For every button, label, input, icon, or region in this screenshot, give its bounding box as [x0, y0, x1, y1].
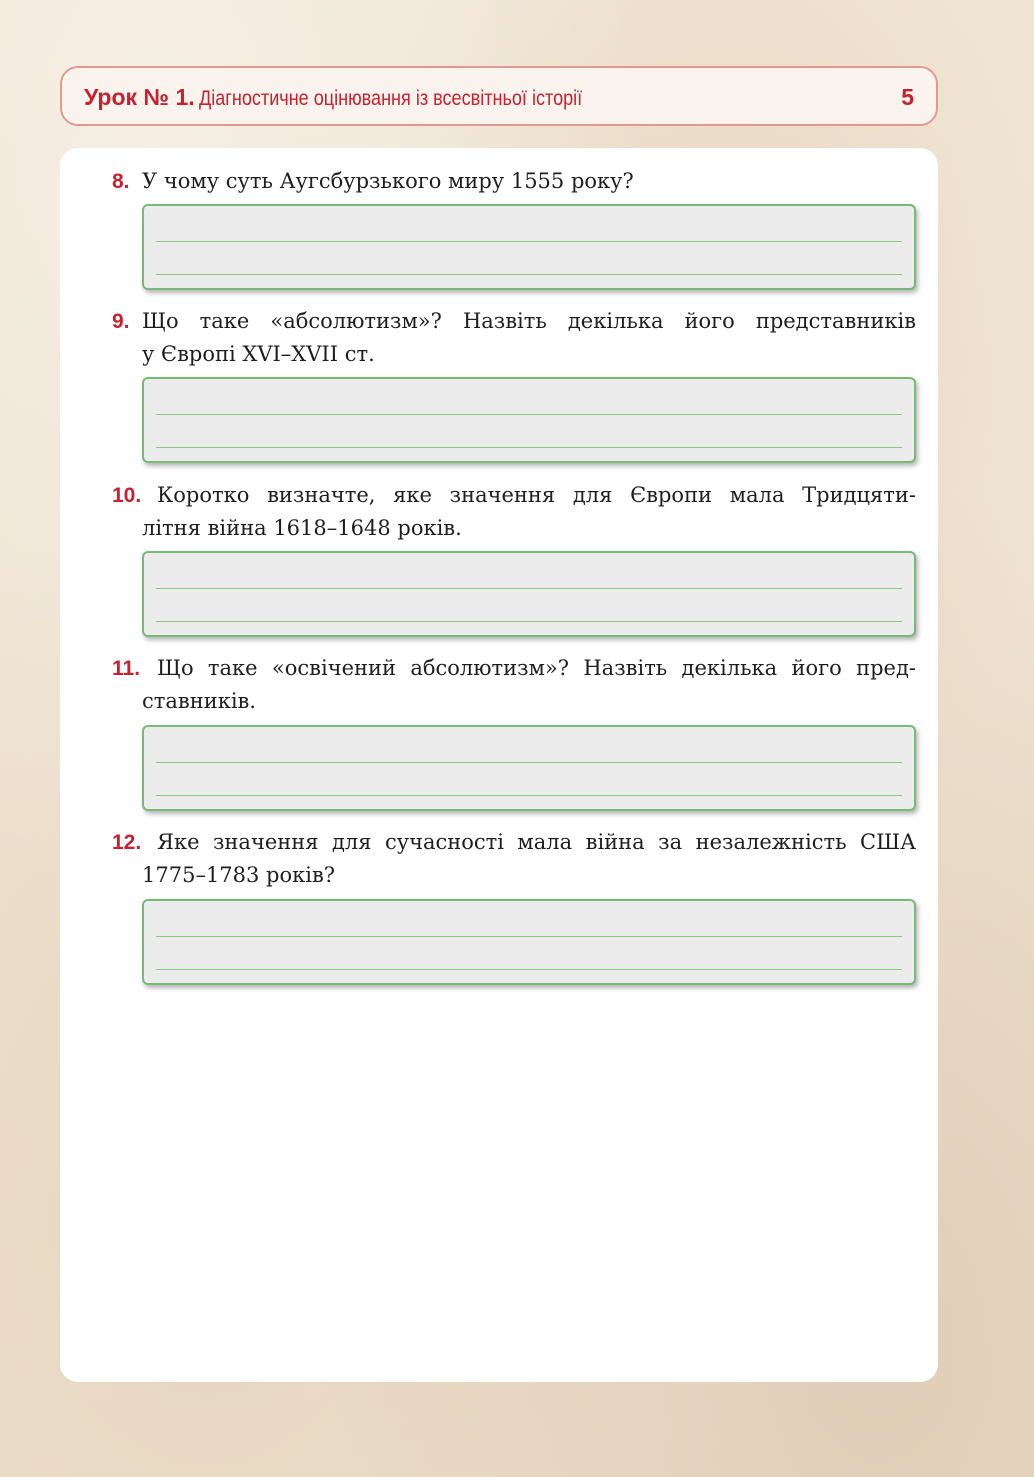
question-text-line: Яке значення для сучасності мала війна за незалежність США [157, 830, 916, 854]
question-text-line: Що таке «абсолютизм»? Назвіть декілька його представників [142, 309, 916, 333]
lesson-subtitle: Діагностичне оцінювання із всесвітньої історії [199, 87, 583, 110]
question-text-line: літня війна 1618–1648 років. [142, 516, 462, 540]
question-number: 12. [112, 831, 142, 854]
answer-field-12[interactable] [142, 899, 916, 985]
question-8 [112, 165, 916, 198]
answer-field-8[interactable] [142, 204, 916, 290]
question-text-line: У чому суть Аугсбурзького миру 1555 року? [142, 169, 634, 193]
answer-line [156, 936, 902, 937]
question-text-line: Коротко визначте, яке значення для Європи мала Тридцяти- [157, 483, 916, 507]
question-9 [112, 305, 916, 371]
question-number: 8. [112, 170, 130, 193]
answer-field-11[interactable] [142, 725, 916, 811]
question-number: 11. [112, 657, 141, 680]
lesson-header [60, 66, 938, 126]
answer-line [156, 241, 902, 242]
lesson-title [84, 84, 645, 111]
answer-line [156, 795, 902, 796]
answer-line [156, 447, 902, 448]
answer-line [156, 969, 902, 970]
question-text-line: Що таке «освічений абсолютизм»? Назвіть декілька його пред- [157, 656, 916, 680]
question-number: 10. [112, 484, 142, 507]
answer-line [156, 588, 902, 589]
question-text-line: у Європі XVI–XVII ст. [142, 342, 375, 366]
question-text-line: ставників. [142, 689, 257, 713]
question-12 [112, 826, 916, 892]
answer-line [156, 274, 902, 275]
question-11 [112, 652, 916, 718]
worksheet-panel [60, 148, 938, 1382]
answer-field-10[interactable] [142, 551, 916, 637]
question-text-line: 1775–1783 років? [142, 863, 336, 887]
answer-line [156, 414, 902, 415]
question-number: 9. [112, 310, 130, 333]
answer-field-9[interactable] [142, 377, 916, 463]
answer-line [156, 762, 902, 763]
question-10 [112, 479, 916, 545]
lesson-number: Урок № 1. [84, 84, 195, 110]
page-number: 5 [901, 84, 914, 110]
answer-line [156, 621, 902, 622]
